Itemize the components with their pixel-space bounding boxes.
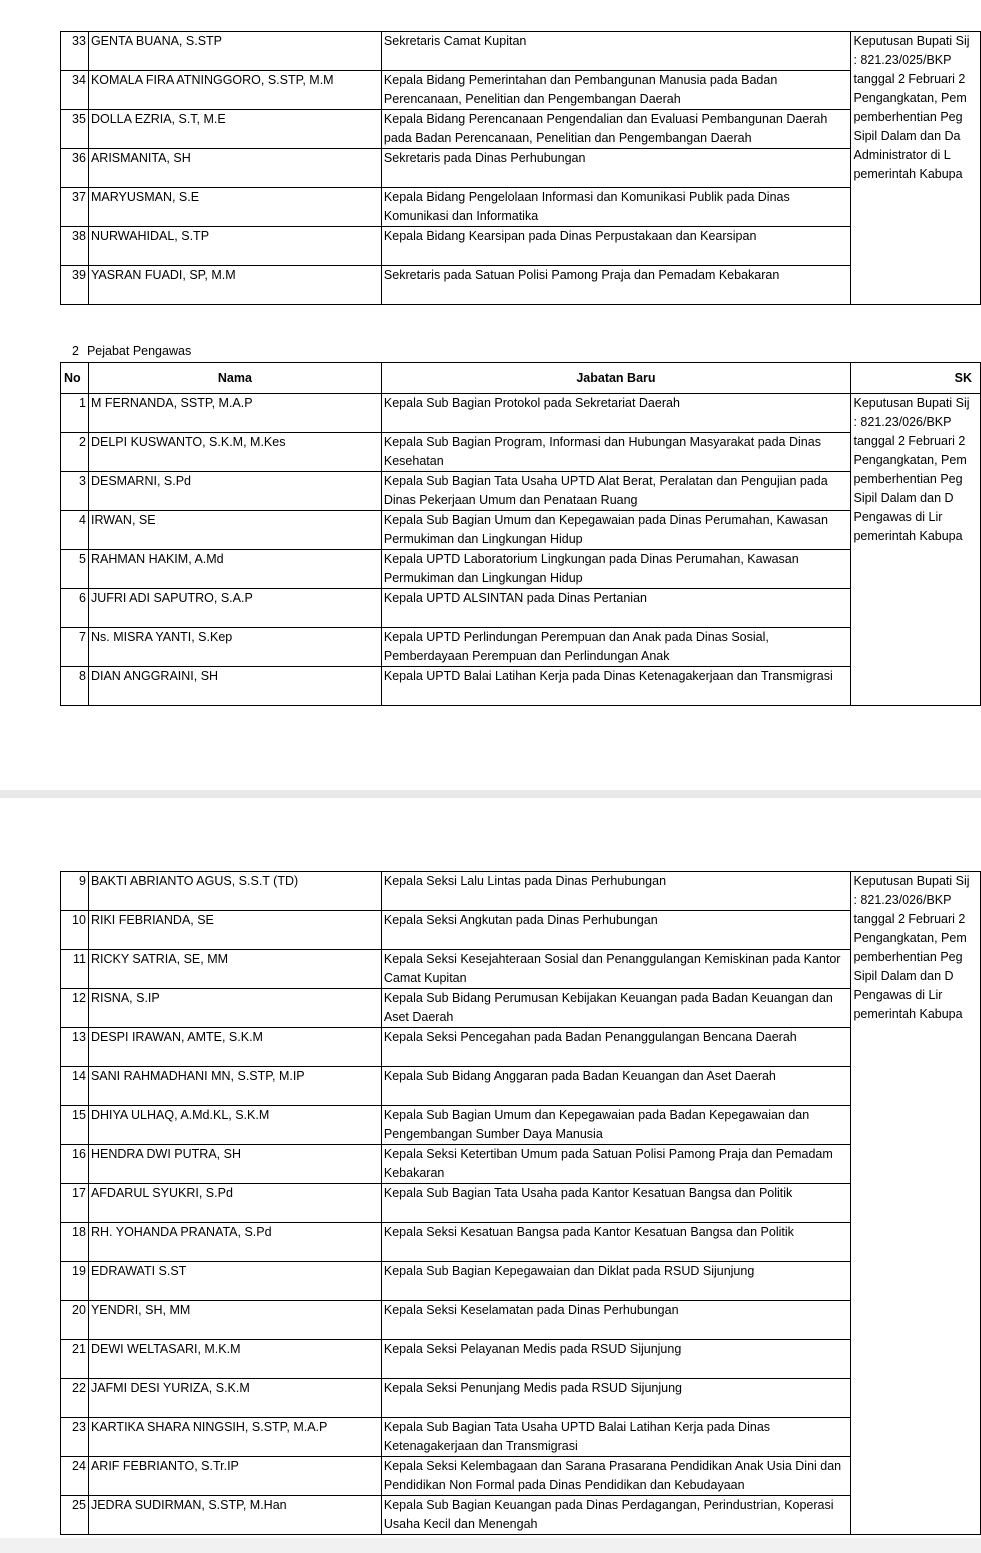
table-row [61,32,981,71]
cell-nama: DIAN ANGGRAINI, SH [88,667,381,706]
cell-nama: SANI RAHMADHANI MN, S.STP, M.IP [88,1067,381,1106]
header-nama: Nama [88,363,381,394]
table-row [61,1418,981,1457]
cell-nama: M FERNANDA, SSTP, M.A.P [88,394,381,433]
cell-nama: YENDRI, SH, MM [88,1301,381,1340]
cell-nama: ARISMANITA, SH [88,149,381,188]
sk-line: Keputusan Bupati Sij [853,34,970,48]
cell-jabatan: Kepala Sub Bagian Tata Usaha pada Kantor Kesatuan Bangsa dan Politik [381,1184,850,1223]
cell-no: 39 [61,266,89,305]
pengawas-continued-body [61,872,981,1535]
cell-nama: HENDRA DWI PUTRA, SH [88,1145,381,1184]
table-row [61,1301,981,1340]
cell-jabatan: Sekretaris pada Dinas Perhubungan [381,149,850,188]
cell-no: 7 [61,628,89,667]
cell-no: 19 [61,1262,89,1301]
cell-nama: RICKY SATRIA, SE, MM [88,950,381,989]
cell-nama: JAFMI DESI YURIZA, S.K.M [88,1379,381,1418]
pengawas-table-body [61,394,981,706]
pengawas-table [60,362,981,706]
cell-jabatan: Kepala Bidang Perencanaan Pengendalian dan Evaluasi Pembangunan Daerah pada Badan Perencanaan, Penelitian dan Pengembangan Daerah [381,110,850,149]
cell-no: 36 [61,149,89,188]
sk-text [853,872,977,1024]
cell-nama: DEWI WELTASARI, M.K.M [88,1340,381,1379]
table-row [61,1028,981,1067]
table-row [61,1457,981,1496]
cell-jabatan: Kepala Bidang Pemerintahan dan Pembangunan Manusia pada Badan Perencanaan, Penelitian dan Pengembangan Daerah [381,71,850,110]
cell-no: 21 [61,1340,89,1379]
sk-line: : 821.23/025/BKP [853,53,952,67]
sk-line: tanggal 2 Februari 2 [853,434,966,448]
cell-jabatan: Sekretaris pada Satuan Polisi Pamong Praja dan Pemadam Kebakaran [381,266,850,305]
cell-nama: DESPI IRAWAN, AMTE, S.K.M [88,1028,381,1067]
cell-jabatan: Kepala Sub Bidang Anggaran pada Badan Keuangan dan Aset Daerah [381,1067,850,1106]
table-row [61,394,981,433]
table-header-row [61,363,981,394]
table-row [61,227,981,266]
cell-no: 13 [61,1028,89,1067]
cell-jabatan: Kepala Sub Bagian Keuangan pada Dinas Perdagangan, Perindustrian, Koperasi Usaha Kecil dan Menengah [381,1496,850,1535]
table-row [61,71,981,110]
cell-nama: YASRAN FUADI, SP, M.M [88,266,381,305]
cell-nama: DESMARNI, S.Pd [88,472,381,511]
cell-nama: DELPI KUSWANTO, S.K.M, M.Kes [88,433,381,472]
administrator-table [60,31,981,305]
cell-nama: IRWAN, SE [88,511,381,550]
cell-nama: GENTA BUANA, S.STP [88,32,381,71]
cell-nama: RISNA, S.IP [88,989,381,1028]
cell-no: 15 [61,1106,89,1145]
cell-jabatan: Kepala Sub Bagian Tata Usaha UPTD Balai Latihan Kerja pada Dinas Ketenagakerjaan dan Transmigrasi [381,1418,850,1457]
table-row [61,911,981,950]
cell-nama: JEDRA SUDIRMAN, S.STP, M.Han [88,1496,381,1535]
cell-no: 3 [61,472,89,511]
cell-nama: RIKI FEBRIANDA, SE [88,911,381,950]
cell-nama: DOLLA EZRIA, S.T, M.E [88,110,381,149]
cell-no: 18 [61,1223,89,1262]
table-row [61,950,981,989]
sk-line: Pengangkatan, Pem [853,931,967,945]
cell-nama: KARTIKA SHARA NINGSIH, S.STP, M.A.P [88,1418,381,1457]
cell-no: 33 [61,32,89,71]
administrator-table-body [61,32,981,305]
table-row [61,628,981,667]
header-sk: SK [850,363,980,394]
cell-no: 16 [61,1145,89,1184]
sk-line: Administrator di L [853,148,951,162]
sk-line: pemberhentian Peg [853,950,963,964]
table-row [61,1106,981,1145]
sk-text [853,32,977,184]
sk-line: Pengawas di Lir [853,510,943,524]
cell-jabatan: Kepala Bidang Pengelolaan Informasi dan Komunikasi Publik pada Dinas Komunikasi dan Informatika [381,188,850,227]
table-row [61,550,981,589]
cell-nama: AFDARUL SYUKRI, S.Pd [88,1184,381,1223]
sk-line: tanggal 2 Februari 2 [853,72,966,86]
table-row [61,433,981,472]
cell-sk [850,872,980,1535]
cell-nama: ARIF FEBRIANTO, S.Tr.IP [88,1457,381,1496]
cell-nama: BAKTI ABRIANTO AGUS, S.S.T (TD) [88,872,381,911]
cell-jabatan: Kepala Sub Bidang Perumusan Kebijakan Keuangan pada Badan Keuangan dan Aset Daerah [381,989,850,1028]
table-row [61,1223,981,1262]
cell-no: 5 [61,550,89,589]
sk-line: Sipil Dalam dan D [853,969,954,983]
section-number: 2 [72,344,79,358]
cell-nama: DHIYA ULHAQ, A.Md.KL, S.K.M [88,1106,381,1145]
cell-jabatan: Sekretaris Camat Kupitan [381,32,850,71]
section-label: Pejabat Pengawas [86,344,192,358]
table-row [61,266,981,305]
table-row [61,110,981,149]
table-row [61,1340,981,1379]
cell-no: 2 [61,433,89,472]
cell-no: 23 [61,1418,89,1457]
table-row [61,1184,981,1223]
cell-no: 24 [61,1457,89,1496]
cell-jabatan: Kepala Seksi Penunjang Medis pada RSUD Sijunjung [381,1379,850,1418]
pengawas-table-continued [60,871,981,1535]
sk-line: tanggal 2 Februari 2 [853,912,966,926]
cell-no: 20 [61,1301,89,1340]
cell-nama: EDRAWATI S.ST [88,1262,381,1301]
table-row [61,1379,981,1418]
sk-line: Sipil Dalam dan Da [853,129,961,143]
cell-no: 22 [61,1379,89,1418]
cell-no: 6 [61,589,89,628]
cell-jabatan: Kepala Bidang Kearsipan pada Dinas Perpustakaan dan Kearsipan [381,227,850,266]
table-row [61,188,981,227]
cell-jabatan: Kepala Sub Bagian Program, Informasi dan Hubungan Masyarakat pada Dinas Kesehatan [381,433,850,472]
cell-nama: KOMALA FIRA ATNINGGORO, S.STP, M.M [88,71,381,110]
table-row [61,989,981,1028]
table-row [61,872,981,911]
table-row [61,589,981,628]
cell-jabatan: Kepala Seksi Ketertiban Umum pada Satuan Polisi Pamong Praja dan Pemadam Kebakaran [381,1145,850,1184]
cell-jabatan: Kepala UPTD Balai Latihan Kerja pada Dinas Ketenagakerjaan dan Transmigrasi [381,667,850,706]
cell-nama: NURWAHIDAL, S.TP [88,227,381,266]
cell-no: 38 [61,227,89,266]
table-row [61,511,981,550]
cell-no: 10 [61,911,89,950]
cell-sk [850,32,980,305]
cell-no: 25 [61,1496,89,1535]
cell-jabatan: Kepala Seksi Pencegahan pada Badan Penanggulangan Bencana Daerah [381,1028,850,1067]
cell-jabatan: Kepala Seksi Angkutan pada Dinas Perhubungan [381,911,850,950]
cell-nama: JUFRI ADI SAPUTRO, S.A.P [88,589,381,628]
cell-jabatan: Kepala UPTD Perlindungan Perempuan dan Anak pada Dinas Sosial, Pemberdayaan Perempuan dan Perlindungan Anak [381,628,850,667]
table-row [61,149,981,188]
document-page-2 [0,798,981,1538]
cell-nama: RAHMAN HAKIM, A.Md [88,550,381,589]
sk-line: : 821.23/026/BKP [853,893,952,907]
sk-line: : 821.23/026/BKP [853,415,952,429]
cell-jabatan: Kepala UPTD Laboratorium Lingkungan pada Dinas Perumahan, Kawasan Permukiman dan Lingkungan Hidup [381,550,850,589]
page-separator [0,790,981,798]
sk-text [853,394,977,546]
sk-line: pemerintah Kabupa [853,167,963,181]
cell-jabatan: Kepala UPTD ALSINTAN pada Dinas Pertanian [381,589,850,628]
cell-no: 37 [61,188,89,227]
sk-line: pemberhentian Peg [853,110,963,124]
header-jabatan: Jabatan Baru [381,363,850,394]
sk-line: pemerintah Kabupa [853,1007,963,1021]
cell-no: 9 [61,872,89,911]
cell-jabatan: Kepala Seksi Kesejahteraan Sosial dan Penanggulangan Kemiskinan pada Kantor Camat Kupitan [381,950,850,989]
cell-no: 14 [61,1067,89,1106]
cell-no: 17 [61,1184,89,1223]
cell-no: 4 [61,511,89,550]
cell-no: 34 [61,71,89,110]
table-row [61,1145,981,1184]
cell-jabatan: Kepala Sub Bagian Kepegawaian dan Diklat pada RSUD Sijunjung [381,1262,850,1301]
cell-no: 1 [61,394,89,433]
section-title [72,344,199,358]
cell-jabatan: Kepala Seksi Keselamatan pada Dinas Perhubungan [381,1301,850,1340]
table-row [61,1262,981,1301]
cell-jabatan: Kepala Sub Bagian Umum dan Kepegawaian pada Badan Kepegawaian dan Pengembangan Sumber Daya Manusia [381,1106,850,1145]
table-row [61,1067,981,1106]
table-row [61,1496,981,1535]
cell-jabatan: Kepala Seksi Pelayanan Medis pada RSUD Sijunjung [381,1340,850,1379]
cell-nama: MARYUSMAN, S.E [88,188,381,227]
cell-no: 12 [61,989,89,1028]
cell-jabatan: Kepala Seksi Kelembagaan dan Sarana Prasarana Pendidikan Anak Usia Dini dan Pendidikan Non Formal pada Dinas Pendidikan dan Kebudayaan [381,1457,850,1496]
cell-no: 35 [61,110,89,149]
table-row [61,667,981,706]
bottom-margin [0,1538,981,1553]
cell-nama: Ns. MISRA YANTI, S.Kep [88,628,381,667]
cell-nama: RH. YOHANDA PRANATA, S.Pd [88,1223,381,1262]
cell-no: 11 [61,950,89,989]
sk-line: Pengangkatan, Pem [853,453,967,467]
cell-jabatan: Kepala Sub Bagian Umum dan Kepegawaian pada Dinas Perumahan, Kawasan Permukiman dan Lingkungan Hidup [381,511,850,550]
header-no: No [61,363,89,394]
sk-line: Sipil Dalam dan D [853,491,954,505]
cell-jabatan: Kepala Sub Bagian Tata Usaha UPTD Alat Berat, Peralatan dan Pengujian pada Dinas Pekerjaan Umum dan Penataan Ruang [381,472,850,511]
cell-jabatan: Kepala Seksi Kesatuan Bangsa pada Kantor Kesatuan Bangsa dan Politik [381,1223,850,1262]
table-row [61,472,981,511]
sk-line: Pengangkatan, Pem [853,91,967,105]
sk-line: Keputusan Bupati Sij [853,396,970,410]
cell-sk [850,394,980,706]
cell-jabatan: Kepala Sub Bagian Protokol pada Sekretariat Daerah [381,394,850,433]
sk-line: pemberhentian Peg [853,472,963,486]
sk-line: Pengawas di Lir [853,988,943,1002]
cell-jabatan: Kepala Seksi Lalu Lintas pada Dinas Perhubungan [381,872,850,911]
sk-line: Keputusan Bupati Sij [853,874,970,888]
cell-no: 8 [61,667,89,706]
sk-line: pemerintah Kabupa [853,529,963,543]
